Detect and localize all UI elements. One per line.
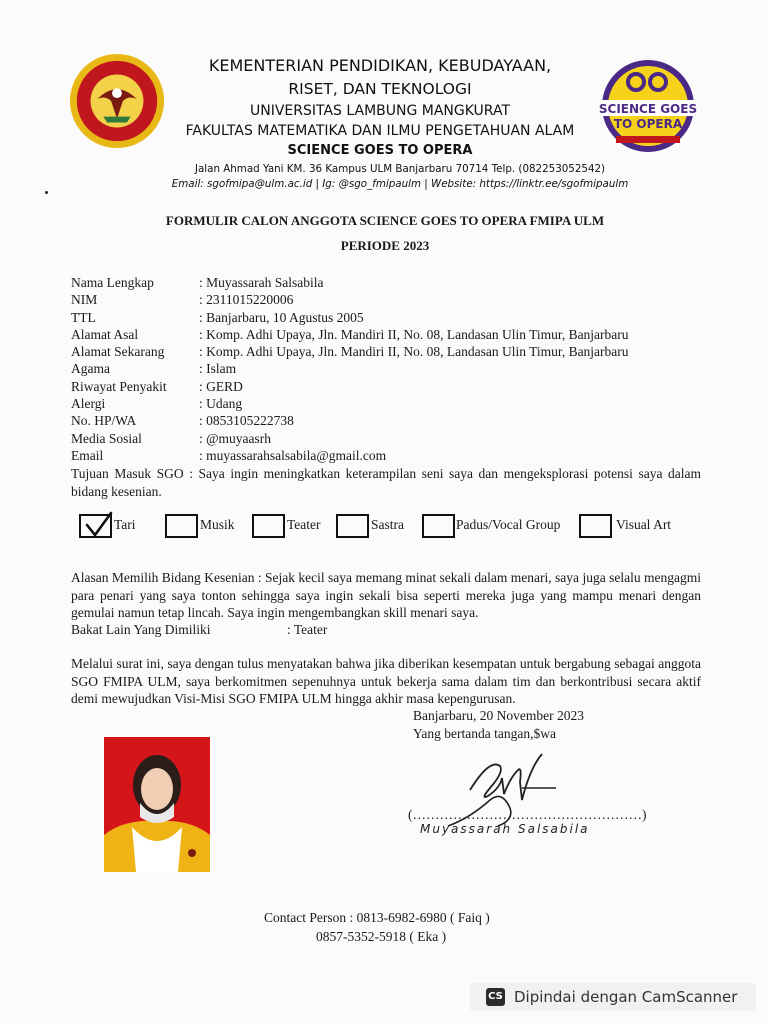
contact-line-1: Contact Person : 0813-6982-6980 ( Faiq ) [264,910,490,925]
field-row [71,447,711,464]
checkbox-teater[interactable] [252,514,285,538]
other-talent [71,621,328,639]
university-name: UNIVERSITAS LAMBUNG MANGKURAT [249,103,511,119]
checkbox-label: Visual Art [616,517,672,532]
signature-line: (……………………………………………) [408,807,647,822]
field-value: : GERD [199,378,243,394]
letterhead-address [60,162,740,192]
organization-name: SCIENCE GOES TO OPERA [287,143,473,158]
sgo-logo-text-2: TO OPERA [613,117,683,131]
camscanner-icon: CS [486,988,505,1006]
applicant-photo [104,737,210,872]
field-label: NIM [71,292,98,308]
field-label: Agama [71,361,110,377]
sgo-logo-text-1: SCIENCE GOES [598,102,698,116]
field-row [71,360,711,377]
checkbox-tari[interactable] [79,514,112,538]
applicant-fields [71,274,711,464]
address-line: Jalan Ahmad Yani KM. 36 Kampus ULM Banjarbaru 70714 Telp. (082253052542) [194,163,606,175]
checkbox-visual-art[interactable] [579,514,612,538]
field-row [71,412,711,429]
contact-line: Email: sgofmipa@ulm.ac.id | Ig: @sgo_fmipaulm | Website: https://linktr.ee/sgofmipaulm [171,178,629,190]
checkmark-icon [83,511,113,539]
field-value: : 2311015220006 [199,292,294,308]
field-value: : Komp. Adhi Upaya, Jln. Mandiri II, No. 08, Landasan Ulin Timur, Banjarbaru [199,344,629,360]
field-row [71,343,711,360]
field-label: Alergi [71,396,106,412]
field-label: Alamat Sekarang [71,344,165,360]
field-label: Media Sosial [71,430,142,446]
checkbox-musik[interactable] [165,514,198,538]
checkbox-label: Padus/Vocal Group [456,517,561,532]
camscanner-watermark [470,983,756,1011]
purpose-text: Tujuan Masuk SGO : Saya ingin meningkatkan keterampilan seni saya dan mengeksplorasi potensi saya dalam bidang kesenian. [71,466,701,499]
field-value: : muyassarahsalsabila@gmail.com [199,447,387,463]
letterhead [170,54,590,161]
signature-caption: Yang bertanda tangan,$wa [413,726,556,741]
field-row [71,326,711,343]
checkbox-label: Musik [200,517,235,532]
field-value: : Komp. Adhi Upaya, Jln. Mandiri II, No. 08, Landasan Ulin Timur, Banjarbaru [199,326,629,342]
field-value: : 0853105222738 [199,413,294,429]
field-row [71,395,711,412]
other-talent-label: Bakat Lain Yang Dimiliki [71,622,211,637]
statement-text: Melalui surat ini, saya dengan tulus menyatakan bahwa jika diberikan kesempatan untuk bergabung sebagai anggota SGO FMIPA ULM, saya berkomitmen sepenuhnya untuk bekerja sama dalam tim dan berkontribusi secara aktif demi mewujudkan Visi-Misi SGO FMIPA ULM hingga akhir masa kepengurusan. [71,656,701,706]
checkbox-sastra[interactable] [336,514,369,538]
checkbox-label: Tari [114,517,136,532]
ministry-line-1: KEMENTERIAN PENDIDIKAN, KEBUDAYAAN, [208,56,552,75]
field-row [71,309,711,326]
other-talent-value: : Teater [287,622,328,637]
field-label: No. HP/WA [71,413,137,429]
form-title-line-2: PERIODE 2023 [340,238,430,253]
field-label: Email [71,447,104,463]
checkbox-padus[interactable] [422,514,455,538]
field-label: TTL [71,309,96,325]
reason-text: Alasan Memilih Bidang Kesenian : Sejak kecil saya memang minat sekali dalam menari, saya juga selalu mengagmi para penari yang saya tonton sehingga saya ingin sekali bisa seperti mereka juga yang mampu menari dengan gemulai namun tetap lincah. Saya ingin mengembangkan skill menari saya. [71,570,701,620]
faculty-name: FAKULTAS MATEMATIKA DAN ILMU PENGETAHUAN ALAM [185,123,575,139]
field-row [71,430,711,447]
field-label: Riwayat Penyakit [71,378,167,394]
checkbox-label: Sastra [371,517,404,532]
field-value: : @muyaasrh [199,430,272,446]
form-title [60,208,710,258]
form-title-line-1: FORMULIR CALON ANGGOTA SCIENCE GOES TO OPERA FMIPA ULM [165,213,605,228]
field-label: Nama Lengkap [71,275,154,290]
field-row [71,274,711,291]
field-value: : Udang [199,396,243,412]
checkbox-label: Teater [287,517,321,532]
scan-speck [45,191,48,194]
field-value: : Muyassarah Salsabila [199,275,324,290]
handwritten-name: Muyassarah Salsabila [420,822,590,836]
signature-block [413,707,584,743]
contact-line-2: 0857-5352-5918 ( Eka ) [316,929,447,944]
university-seal-logo [68,52,166,150]
field-value: : Banjarbaru, 10 Agustus 2005 [199,309,364,325]
field-label: Alamat Asal [71,326,139,342]
field-value: : Islam [199,361,237,377]
place-date: Banjarbaru, 20 November 2023 [413,708,584,723]
field-row [71,291,711,308]
field-row [71,378,711,395]
sgo-logo [596,56,700,156]
ministry-line-2: RISET, DAN TEKNOLOGI [288,80,472,98]
watermark-text: Dipindai dengan CamScanner [514,988,738,1006]
contact-persons [264,908,490,944]
